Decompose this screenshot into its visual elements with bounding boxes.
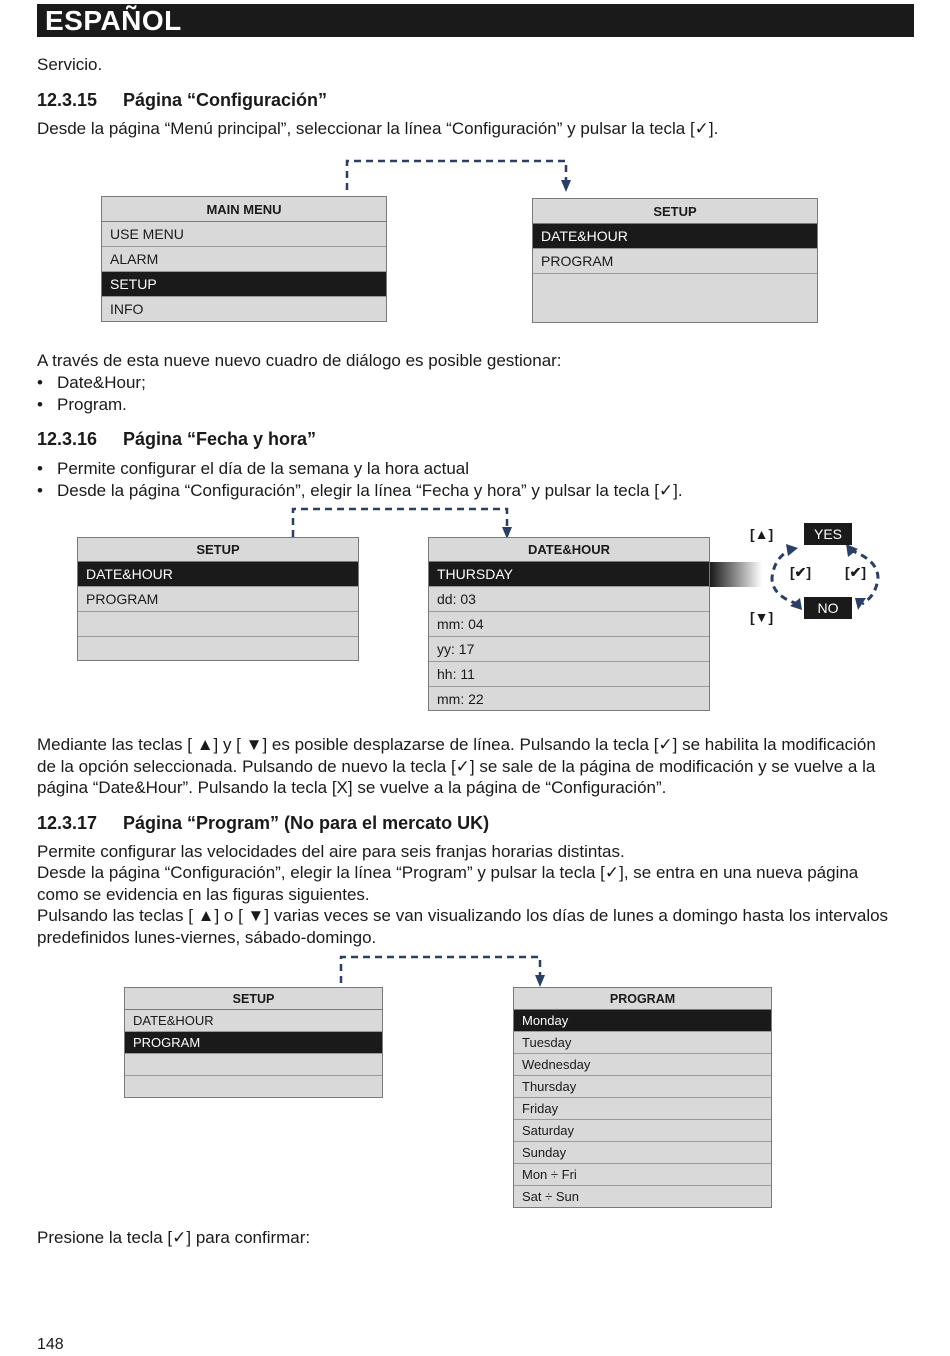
- setup-title: SETUP: [533, 199, 817, 224]
- field-weekday[interactable]: THURSDAY: [429, 562, 709, 587]
- arrow-setup-to-program: [341, 957, 540, 983]
- field-month[interactable]: mm: 04: [429, 612, 709, 637]
- setup-title: SETUP: [125, 988, 382, 1010]
- datehour-title: DATE&HOUR: [429, 538, 709, 562]
- s3-line: Pulsando las teclas [ ▲] o [ ▼] varias veces se van visualizando los días de lunes a domingo hasta los intervalos: [37, 906, 889, 925]
- menu-item-alarm[interactable]: ALARM: [102, 247, 386, 272]
- page-number: 148: [37, 1336, 64, 1353]
- intro-text: Servicio.: [37, 55, 103, 74]
- menu-item-date-hour[interactable]: DATE&HOUR: [533, 224, 817, 249]
- section-heading-program: [37, 813, 489, 834]
- menu-item-info[interactable]: INFO: [110, 301, 144, 317]
- down-key-label: [▼]: [750, 609, 774, 625]
- field-minute[interactable]: mm: 22: [437, 691, 484, 707]
- program-screen: [513, 987, 772, 1208]
- cycle-head-2: [855, 598, 866, 610]
- after2-line: página “Date&Hour”. Pulsando la tecla [X] se vuelve a la página de “Configuración”.: [37, 778, 667, 797]
- cycle-head-3: [790, 598, 802, 610]
- after2-line: Mediante las teclas [ ▲] y [ ▼] es posible desplazarse de línea. Pulsando la tecla [✓] se habilita la modificación: [37, 735, 876, 754]
- arrow-setup-to-datehour: [293, 509, 507, 537]
- main-menu-title: MAIN MENU: [102, 197, 386, 222]
- section-number: 12.3.15: [37, 90, 98, 110]
- section-title: Página “Configuración”: [123, 90, 328, 110]
- check-key-left: [✔]: [790, 564, 812, 580]
- bullet-item: • Program.: [37, 395, 127, 414]
- section-title: Página “Program” (No para el mercato UK): [123, 813, 490, 833]
- day-item-monday[interactable]: Monday: [514, 1010, 771, 1032]
- field-year[interactable]: yy: 17: [429, 637, 709, 662]
- bullet-item: • Desde la página “Configuración”, elegir la línea “Fecha y hora” y pulsar la tecla [✓].: [37, 481, 683, 500]
- section-title: Página “Fecha y hora”: [123, 429, 317, 449]
- menu-item-program[interactable]: PROGRAM: [533, 249, 817, 274]
- s3-line: Desde la página “Configuración”, elegir la línea “Program” y pulsar la tecla [✓], se entra en una nueva página: [37, 863, 859, 882]
- arrowhead-3: [535, 975, 545, 987]
- setup-title: SETUP: [78, 538, 358, 562]
- day-item-thursday[interactable]: Thursday: [514, 1076, 771, 1098]
- menu-item-program[interactable]: PROGRAM: [78, 587, 358, 612]
- selection-fade: [710, 562, 762, 587]
- setup-screen-3: [124, 987, 383, 1098]
- menu-item-empty: [125, 1076, 382, 1098]
- menu-item-empty: [78, 637, 358, 661]
- menu-item-setup[interactable]: SETUP: [102, 272, 386, 297]
- field-day[interactable]: dd: 03: [429, 587, 709, 612]
- day-item-tuesday[interactable]: Tuesday: [514, 1032, 771, 1054]
- language-title: ESPAÑOL: [45, 5, 182, 36]
- menu-item-use-menu[interactable]: USE MENU: [102, 222, 386, 247]
- confirm-text: Presione la tecla [✓] para confirmar:: [37, 1228, 311, 1247]
- menu-item-program[interactable]: PROGRAM: [125, 1032, 382, 1054]
- bullet-item: • Permite configurar el día de la semana y la hora actual: [37, 459, 470, 478]
- section-text: Desde la página “Menú principal”, seleccionar la línea “Configuración” y pulsar la tecla [✓].: [37, 119, 719, 138]
- menu-item-date-hour[interactable]: DATE&HOUR: [125, 1010, 382, 1032]
- setup-screen-2: [77, 537, 359, 661]
- day-item-saturday[interactable]: Saturday: [514, 1120, 771, 1142]
- section-heading-date-hour: [37, 429, 316, 450]
- no-button[interactable]: NO: [804, 597, 852, 619]
- section-number: 12.3.16: [37, 429, 98, 449]
- day-item-sat-sun[interactable]: Sat ÷ Sun: [522, 1189, 580, 1204]
- arrow-main-to-setup: [347, 161, 566, 190]
- day-item-friday[interactable]: Friday: [514, 1098, 771, 1120]
- s3-line: predefinidos lunes-viernes, sábado-domingo.: [37, 928, 377, 947]
- after2-line: de la opción seleccionada. Pulsando de nuevo la tecla [✓] se sale de la página de modificación y se vuelve a la: [37, 757, 876, 776]
- field-hour[interactable]: hh: 11: [429, 662, 709, 687]
- section-number: 12.3.17: [37, 813, 98, 833]
- program-title: PROGRAM: [514, 988, 771, 1010]
- datehour-screen: [428, 537, 710, 711]
- setup-screen-1: [532, 198, 818, 323]
- cycle-head-4: [786, 544, 798, 556]
- menu-item-empty: [533, 274, 817, 299]
- after1-text: A través de esta nueve nuevo cuadro de diálogo es posible gestionar:: [37, 351, 562, 370]
- cycle-head-1: [846, 544, 858, 557]
- day-item-mon-fri[interactable]: Mon ÷ Fri: [514, 1164, 771, 1186]
- s3-line: Permite configurar las velocidades del aire para seis franjas horarias distintas.: [37, 842, 625, 861]
- main-menu-screen: [101, 196, 387, 322]
- menu-item-empty: [78, 612, 358, 637]
- menu-item-date-hour[interactable]: DATE&HOUR: [78, 562, 358, 587]
- up-key-label: [▲]: [750, 526, 774, 542]
- yes-button[interactable]: YES: [804, 523, 852, 545]
- check-key-right: [✔]: [845, 564, 867, 580]
- day-item-sunday[interactable]: Sunday: [514, 1142, 771, 1164]
- day-item-wednesday[interactable]: Wednesday: [514, 1054, 771, 1076]
- bullet-item: • Date&Hour;: [37, 373, 146, 392]
- arrowhead-1: [561, 180, 571, 192]
- s3-line: como se evidencia en las figuras siguientes.: [37, 885, 370, 904]
- menu-item-empty: [125, 1054, 382, 1076]
